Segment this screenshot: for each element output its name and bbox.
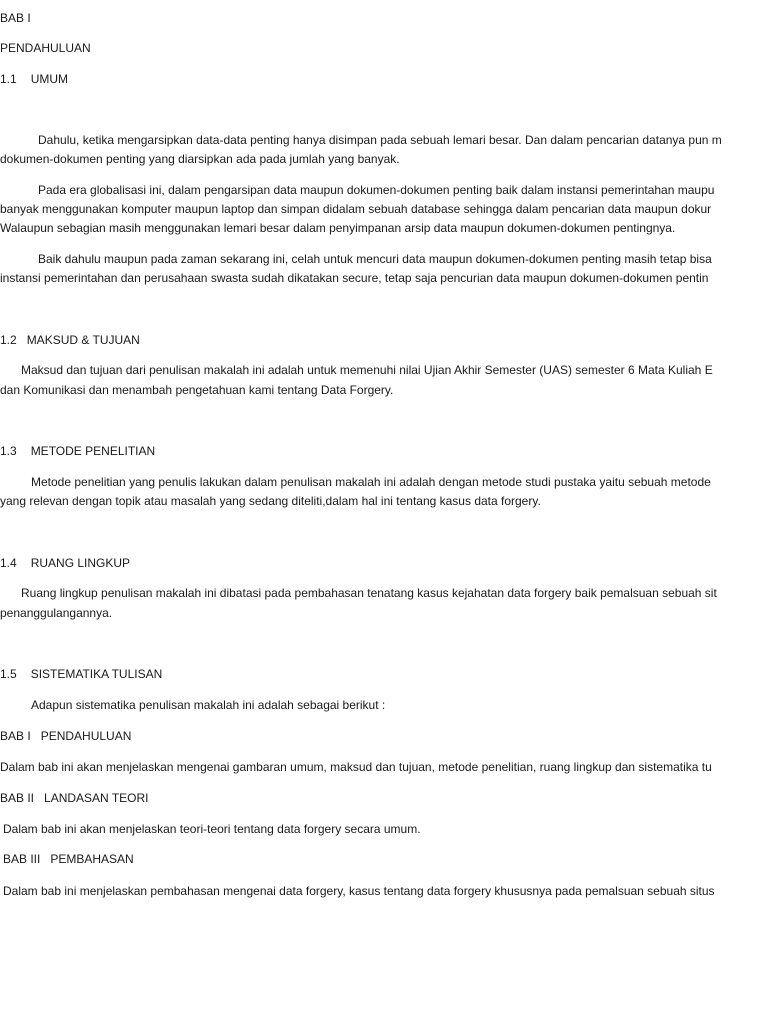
paragraph-line: Pada era globalisasi ini, dalam pengarsipan data maupun dokumen-dokumen penting baik dalam instansi pemerintahan maupu xyxy=(38,183,715,197)
section-number: 1.3 xyxy=(0,444,17,458)
paragraph-line: instansi pemerintahan dan perusahaan swasta sudah dikatakan secure, tetap saja pencurian data maupun dokumen-dokumen pentin xyxy=(0,271,709,285)
paragraph-line: dokumen-dokumen penting yang diarsipkan ada pada jumlah yang banyak. xyxy=(0,152,400,166)
outline-description: Dalam bab ini akan menjelaskan teori-teori tentang data forgery secara umum. xyxy=(3,822,421,836)
paragraph-line: Baik dahulu maupun pada zaman sekarang ini, celah untuk mencuri data maupun dokumen-dokumen penting masih tetap bisa xyxy=(38,252,712,266)
section-number: 1.2 xyxy=(0,333,17,347)
outline-description: Dalam bab ini akan menjelaskan mengenai gambaran umum, maksud dan tujuan, metode penelitian, ruang lingkup dan sistematika tu xyxy=(0,760,712,774)
section-number: 1.5 xyxy=(0,667,17,681)
section-heading-maksud xyxy=(0,332,140,348)
section-number: 1.4 xyxy=(0,556,17,570)
outline-title: LANDASAN TEORI xyxy=(44,791,149,805)
outline-description: Dalam bab ini menjelaskan pembahasan mengenai data forgery, kasus tentang data forgery khususnya pada pemalsuan sebuah situs xyxy=(3,884,715,898)
paragraph-line: Maksud dan tujuan dari penulisan makalah ini adalah untuk memenuhi nilai Ujian Akhir Semester (UAS) semester 6 Mata Kuliah E xyxy=(21,363,713,377)
section-number: 1.1 xyxy=(0,72,17,86)
paragraph-line: Dahulu, ketika mengarsipkan data-data penting hanya disimpan pada sebuah lemari besar. Dan dalam pencarian datanya pun m xyxy=(38,133,722,147)
outline-bab-3 xyxy=(0,851,134,867)
section-heading-sistematika xyxy=(0,666,162,682)
outline-bab-1 xyxy=(0,728,131,744)
paragraph-line: penanggulangannya. xyxy=(0,606,113,620)
section-title: MAKSUD & TUJUAN xyxy=(26,333,140,347)
outline-bab-2 xyxy=(0,790,149,806)
paragraph-line: Ruang lingkup penulisan makalah ini dibatasi pada pembahasan tenatang kasus kejahatan data forgery baik pemalsuan sebuah sit xyxy=(21,586,717,600)
section-title: RUANG LINGKUP xyxy=(30,556,131,570)
chapter-label: BAB I xyxy=(0,11,31,25)
outline-label: BAB I xyxy=(0,729,31,743)
section-heading-ruang xyxy=(0,555,130,571)
section-title: UMUM xyxy=(30,72,69,86)
paragraph-line: Walaupun sebagian masih menggunakan lemari besar dalam penyimpanan arsip data maupun dokumen-dokumen pentingnya. xyxy=(0,221,676,235)
chapter-title: PENDAHULUAN xyxy=(0,41,91,55)
section-title: SISTEMATIKA TULISAN xyxy=(30,667,163,681)
paragraph-line: banyak menggunakan komputer maupun laptop dan simpan didalam sebuah database sehingga dalam pencarian data maupun dokur xyxy=(0,202,712,216)
section-heading-metode xyxy=(0,443,155,459)
paragraph-line: yang relevan dengan topik atau masalah yang sedang diteliti,dalam hal ini tentang kasus data forgery. xyxy=(0,494,541,508)
outline-label: BAB III xyxy=(3,852,41,866)
section-heading-umum xyxy=(0,71,68,87)
section-title: METODE PENELITIAN xyxy=(30,444,156,458)
outline-title: PENDAHULUAN xyxy=(40,729,132,743)
outline-label: BAB II xyxy=(0,791,35,805)
paragraph-line: dan Komunikasi dan menambah pengetahuan kami tentang Data Forgery. xyxy=(0,383,394,397)
paragraph-line: Metode penelitian yang penulis lakukan dalam penulisan makalah ini adalah dengan metode studi pustaka yaitu sebuah metode xyxy=(31,475,711,489)
paragraph-line: Adapun sistematika penulisan makalah ini adalah sebagai berikut : xyxy=(31,698,386,712)
outline-title: PEMBAHASAN xyxy=(50,852,134,866)
